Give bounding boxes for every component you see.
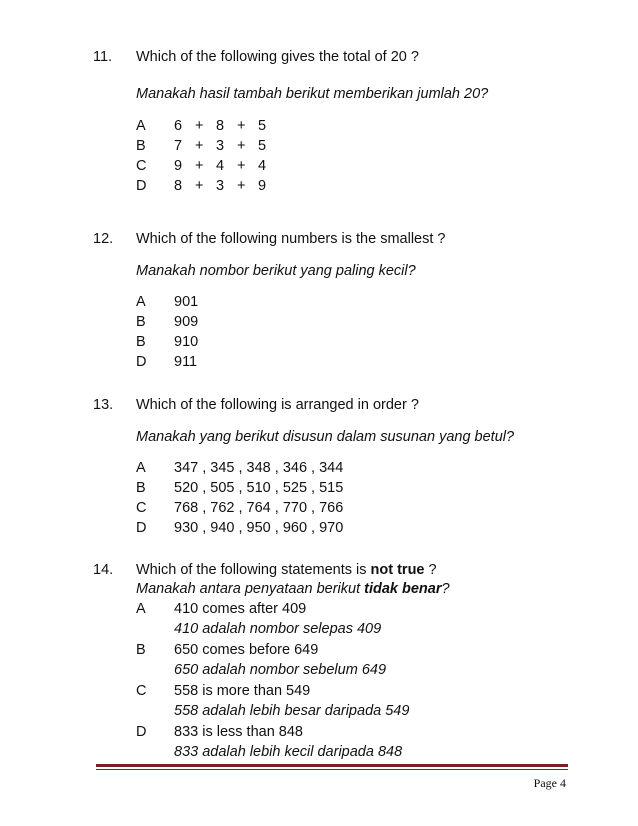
option-letter: A <box>136 460 146 476</box>
option-text-english: 558 is more than 549 <box>174 683 311 699</box>
emphasis-text: not true <box>370 562 425 578</box>
sum-term: 4 <box>258 158 267 174</box>
sum-operator: + <box>195 118 204 134</box>
sum-operator: + <box>237 158 246 174</box>
option-text: 909 <box>174 314 199 330</box>
option-letter: B <box>136 314 146 330</box>
question-text-malay <box>136 580 450 598</box>
question-text-english <box>136 561 437 579</box>
sum-term: 5 <box>258 118 267 134</box>
sum-term: 9 <box>174 158 183 174</box>
option-letter: B <box>136 138 146 154</box>
option-text: 901 <box>174 294 199 310</box>
option-letter: D <box>136 178 147 194</box>
question-number: 13. <box>93 397 114 413</box>
option-letter: C <box>136 500 147 516</box>
sum-operator: + <box>195 178 204 194</box>
option-letter: A <box>136 601 146 617</box>
text-run: ? <box>424 562 437 578</box>
question-text-english: Which of the following numbers is the smallest ? <box>136 231 446 247</box>
sum-term: 4 <box>216 158 225 174</box>
sum-operator: + <box>237 138 246 154</box>
question-text-english: Which of the following gives the total of 20 ? <box>136 49 419 65</box>
sum-operator: + <box>195 158 204 174</box>
question-text-malay: Manakah nombor berikut yang paling kecil? <box>136 263 416 279</box>
option-sum <box>174 157 279 175</box>
question-text-english: Which of the following is arranged in order ? <box>136 397 419 413</box>
footer-rule-thin <box>96 769 568 770</box>
question-number: 14. <box>93 562 114 578</box>
option-text-malay: 558 adalah lebih besar daripada 549 <box>174 703 410 719</box>
sum-term: 7 <box>174 138 183 154</box>
option-letter: B <box>136 334 146 350</box>
option-letter: C <box>136 683 147 699</box>
text-run: Which of the following statements is <box>136 562 371 578</box>
sum-term: 5 <box>258 138 267 154</box>
option-letter: B <box>136 480 146 496</box>
option-text-english: 650 comes before 649 <box>174 642 319 658</box>
option-letter: C <box>136 158 147 174</box>
option-text-english: 410 comes after 409 <box>174 601 307 617</box>
option-letter: A <box>136 118 146 134</box>
option-sum <box>174 117 279 135</box>
option-text: 347 , 345 , 348 , 346 , 344 <box>174 460 344 476</box>
option-sum <box>174 177 279 195</box>
question-number: 11. <box>93 49 113 65</box>
option-text: 910 <box>174 334 199 350</box>
sum-operator: + <box>237 118 246 134</box>
text-run: ? <box>441 581 450 597</box>
sum-term: 3 <box>216 178 225 194</box>
option-letter: D <box>136 520 147 536</box>
sum-term: 9 <box>258 178 267 194</box>
sum-term: 6 <box>174 118 183 134</box>
option-text: 520 , 505 , 510 , 525 , 515 <box>174 480 344 496</box>
emphasis-text: tidak benar <box>364 581 442 597</box>
option-text-english: 833 is less than 848 <box>174 724 303 740</box>
sum-operator: + <box>195 138 204 154</box>
option-text: 768 , 762 , 764 , 770 , 766 <box>174 500 344 516</box>
option-letter: D <box>136 724 147 740</box>
option-text-malay: 833 adalah lebih kecil daripada 848 <box>174 744 403 760</box>
sum-term: 3 <box>216 138 225 154</box>
option-text-malay: 410 adalah nombor selepas 409 <box>174 621 382 637</box>
option-letter: D <box>136 354 147 370</box>
option-letter: A <box>136 294 146 310</box>
question-text-malay: Manakah hasil tambah berikut memberikan jumlah 20? <box>136 86 489 102</box>
sum-term: 8 <box>174 178 183 194</box>
option-letter: B <box>136 642 146 658</box>
option-text-malay: 650 adalah nombor sebelum 649 <box>174 662 387 678</box>
sum-term: 8 <box>216 118 225 134</box>
question-text-malay: Manakah yang berikut disusun dalam susunan yang betul? <box>136 429 515 445</box>
footer-rule-thick <box>96 764 568 767</box>
text-run: Manakah antara penyataan berikut <box>136 581 365 597</box>
option-text: 930 , 940 , 950 , 960 , 970 <box>174 520 344 536</box>
option-sum <box>174 137 279 155</box>
question-number: 12. <box>93 231 114 247</box>
sum-operator: + <box>237 178 246 194</box>
page-number: Page 4 <box>533 776 566 790</box>
option-text: 911 <box>174 354 198 370</box>
